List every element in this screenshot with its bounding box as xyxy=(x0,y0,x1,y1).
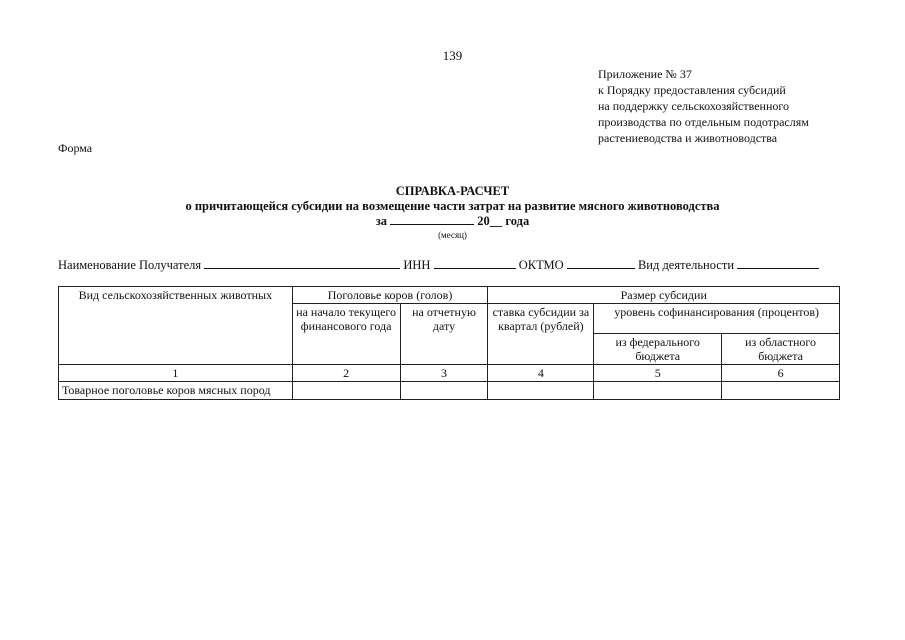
title-line-2: о причитающейся субсидии на возмещение части затрат на развитие мясного животноводства xyxy=(185,199,720,213)
oktmo-field[interactable] xyxy=(567,257,635,269)
document-title xyxy=(0,184,905,229)
year-text: 20__ года xyxy=(477,214,530,228)
month-caption: (месяц) xyxy=(438,230,467,240)
column-number: 3 xyxy=(400,365,488,382)
recipient-name-field[interactable] xyxy=(204,257,400,269)
column-number: 5 xyxy=(594,365,722,382)
activity-field[interactable] xyxy=(737,257,819,269)
data-cell[interactable] xyxy=(488,382,594,400)
data-cell[interactable] xyxy=(400,382,488,400)
month-blank[interactable] xyxy=(390,214,474,225)
header-report-date: на отчетную дату xyxy=(400,304,488,365)
appendix-line: производства по отдельным подотраслям xyxy=(598,115,809,129)
data-cell[interactable] xyxy=(292,382,400,400)
row-label: Товарное поголовье коров мясных пород xyxy=(59,382,293,400)
data-cell[interactable] xyxy=(722,382,840,400)
inn-field[interactable] xyxy=(434,257,516,269)
recipient-name-label: Наименование Получателя xyxy=(58,258,202,272)
form-label: Форма xyxy=(58,141,93,155)
oktmo-label: ОКТМО xyxy=(518,258,564,272)
title-line-1: СПРАВКА-РАСЧЕТ xyxy=(395,184,510,198)
appendix-line: растениеводства и животноводства xyxy=(598,131,778,145)
header-subsidy-size: Размер субсидии xyxy=(488,287,840,304)
header-subsidy-rate: ставка субсидии за квартал (рублей) xyxy=(488,304,594,365)
column-number: 6 xyxy=(722,365,840,382)
subsidy-table xyxy=(58,286,840,400)
period-prefix: за xyxy=(375,214,388,228)
inn-label: ИНН xyxy=(403,258,431,272)
appendix-line: на поддержку сельскохозяйственного xyxy=(598,99,790,113)
column-number: 1 xyxy=(59,365,293,382)
header-cofinancing: уровень софинансирования (процентов) xyxy=(594,304,840,334)
recipient-line xyxy=(58,257,819,273)
activity-label: Вид деятельности xyxy=(637,258,735,272)
column-number: 2 xyxy=(292,365,400,382)
data-cell[interactable] xyxy=(594,382,722,400)
appendix-block xyxy=(598,66,809,146)
header-animal-type: Вид сельскохозяйственных животных xyxy=(59,287,293,365)
page-number: 139 xyxy=(442,48,463,63)
header-start-of-year: на начало текущего финансового года xyxy=(292,304,400,365)
header-livestock: Поголовье коров (голов) xyxy=(292,287,488,304)
title-line-3 xyxy=(0,214,905,229)
column-number: 4 xyxy=(488,365,594,382)
appendix-line: Приложение № 37 xyxy=(598,67,692,81)
header-regional: из областного бюджета xyxy=(722,334,840,365)
appendix-line: к Порядку предоставления субсидий xyxy=(598,83,786,97)
header-federal: из федерального бюджета xyxy=(594,334,722,365)
